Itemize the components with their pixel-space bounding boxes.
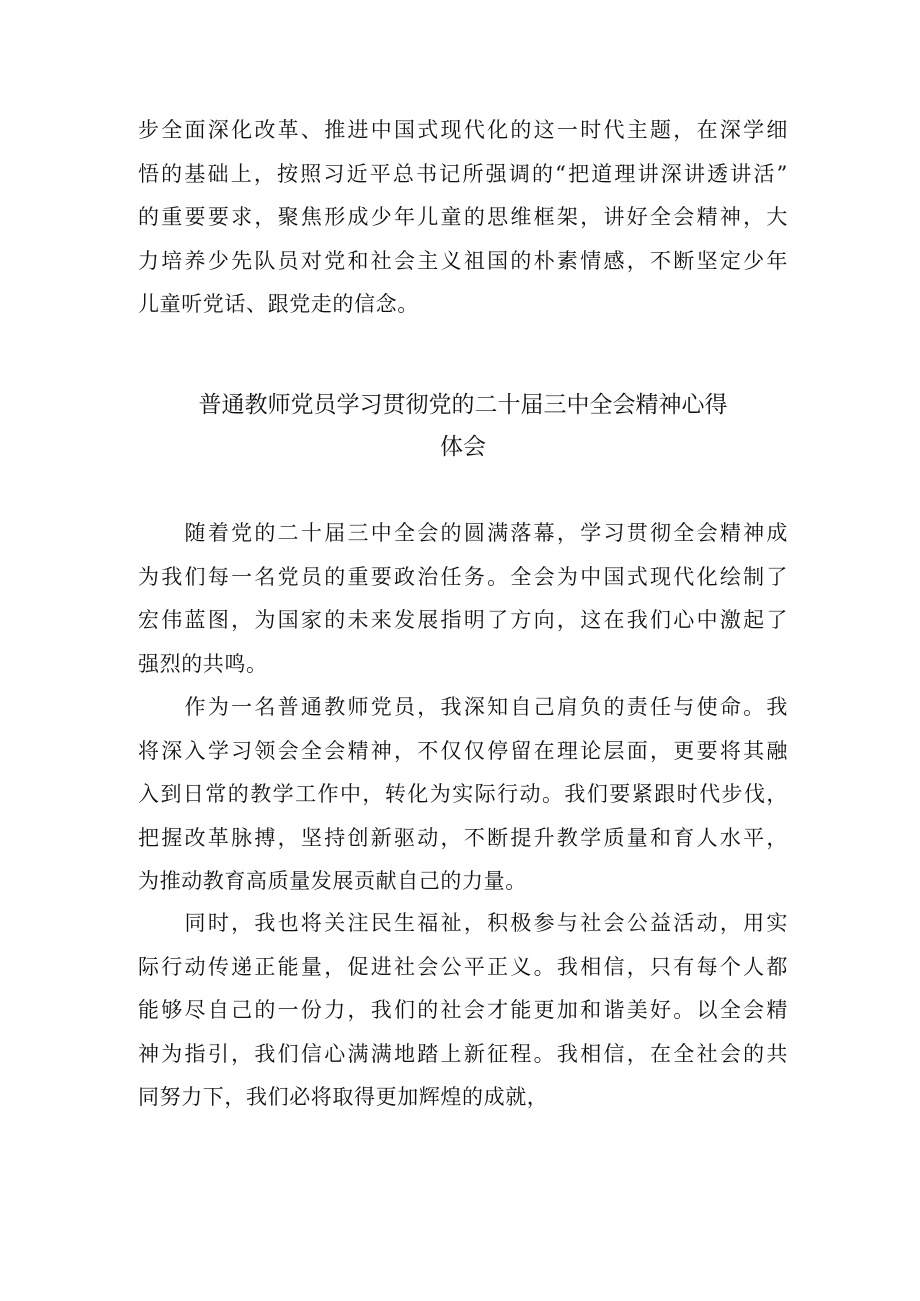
intro-line-4: 力培养少先队员对党和社会主义祖国的朴素情感，不断坚定少年 — [138, 248, 788, 273]
article-paragraph-3 — [138, 902, 788, 1120]
paragraph-1-line-2: 为我们每一名党员的重要政治任务。全会为中国式现代化绘制了 — [138, 564, 788, 589]
intro-line-5: 儿童听党话、跟党走的信念。 — [138, 292, 419, 316]
intro-line-2: 悟的基础上，按照习近平总书记所强调的“把道理讲深讲透讲活” — [138, 161, 788, 186]
paragraph-2-line-2: 将深入学习领会全会精神，不仅仅停留在理论层面，更要将其融 — [138, 738, 788, 763]
article-title-line-1: 普通教师党员学习贯彻党的二十届三中全会精神心得 — [198, 392, 728, 418]
paragraph-3-line-5: 同努力下，我们必将取得更加辉煌的成就， — [138, 1085, 549, 1109]
paragraph-1-line-1: 随着党的二十届三中全会的圆满落幕，学习贯彻全会精神成 — [138, 521, 788, 545]
paragraph-2-line-4: 把握改革脉搏，坚持创新驱动，不断提升教学质量和育人水平， — [138, 825, 788, 850]
paragraph-2-line-1: 作为一名普通教师党员，我深知自己肩负的责任与使命。我 — [138, 695, 788, 719]
article-title — [138, 384, 788, 468]
intro-line-1: 步全面深化改革、推进中国式现代化的这一时代主题，在深学细 — [138, 118, 788, 142]
intro-paragraph — [138, 109, 788, 327]
article-paragraph-2 — [138, 686, 788, 904]
paragraph-3-line-2: 际行动传递正能量，促进社会公平正义。我相信，只有每个人都 — [138, 954, 788, 979]
paragraph-3-line-1: 同时，我也将关注民生福祉，积极参与社会公益活动，用实 — [138, 911, 788, 935]
paragraph-2-line-3: 入到日常的教学工作中，转化为实际行动。我们要紧跟时代步伐， — [138, 782, 788, 806]
paragraph-3-line-4: 神为指引，我们信心满满地踏上新征程。我相信，在全社会的共 — [138, 1041, 788, 1066]
paragraph-1-line-4: 强烈的共鸣。 — [138, 651, 268, 676]
paragraph-2-line-5: 为推动教育高质量发展贡献自己的力量。 — [138, 869, 527, 893]
article-paragraph-1 — [138, 512, 788, 686]
intro-line-3: 的重要要求，聚焦形成少年儿童的思维框架，讲好全会精神，大 — [138, 205, 788, 229]
paragraph-3-line-3: 能够尽自己的一份力，我们的社会才能更加和谐美好。以全会精 — [138, 998, 788, 1022]
article-title-line-2: 体会 — [440, 434, 486, 460]
paragraph-1-line-3: 宏伟蓝图，为国家的未来发展指明了方向，这在我们心中激起了 — [138, 608, 788, 632]
